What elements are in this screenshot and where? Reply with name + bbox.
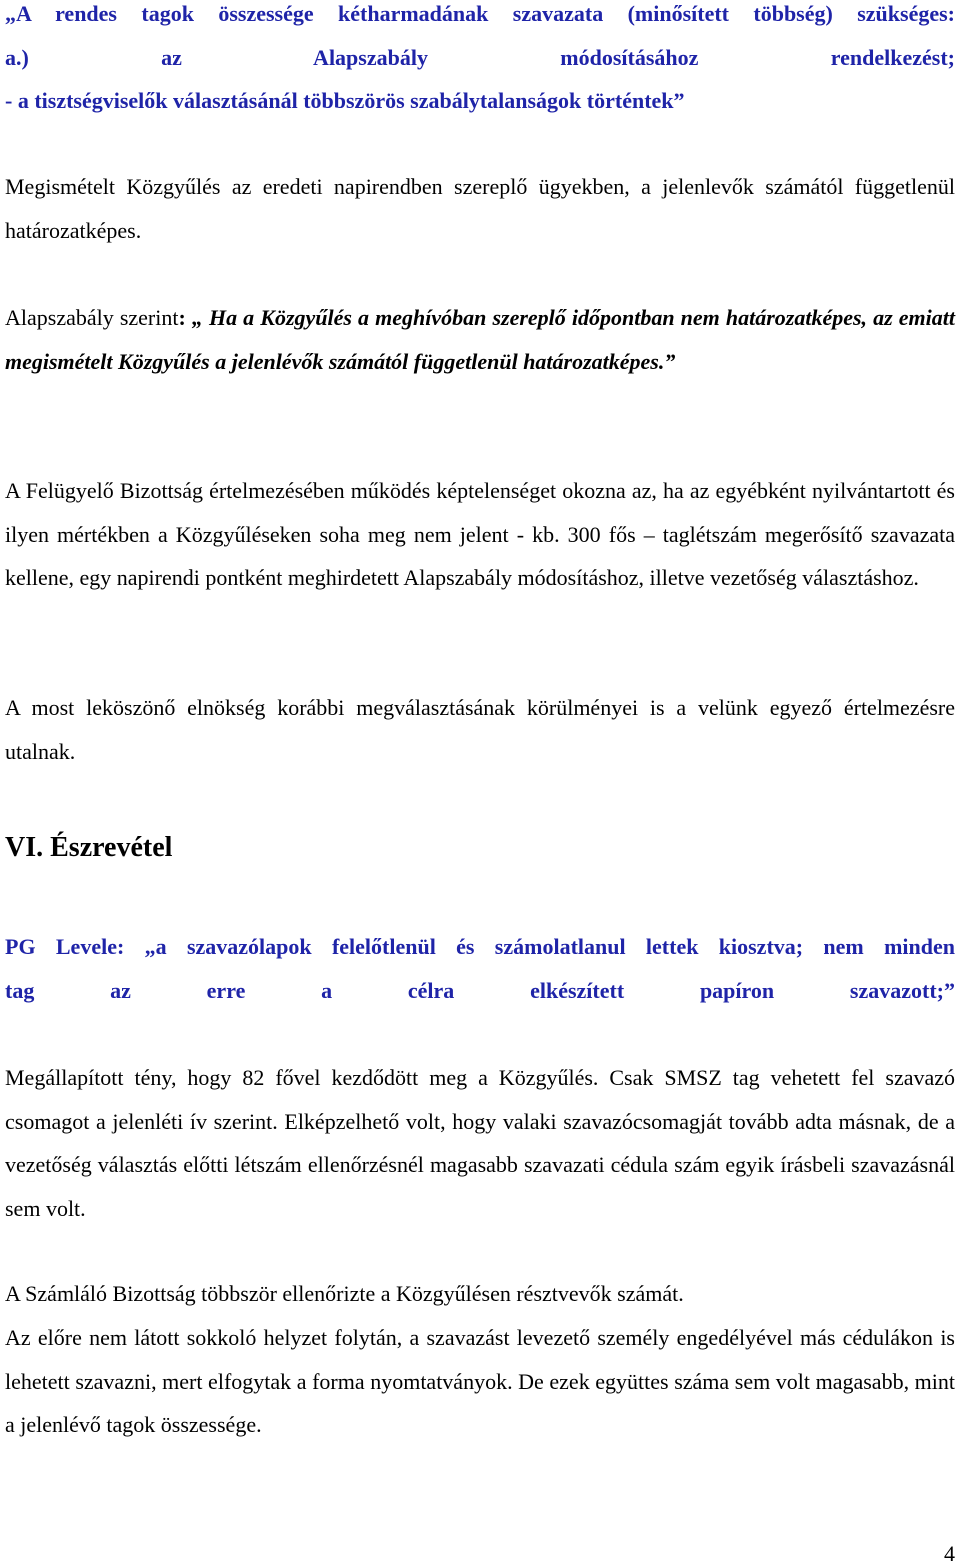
paragraph-felugyelo: A Felügyelő Bizottság értelmezésében működés képtelenséget okozna az, ha az egyébként nyilvántartott és ilyen mértékben a Közgyűléseken soha meg nem jelent - kb. 300 fős – taglétszám megerősítő szavazata kellene, egy napirendi pontként meghirdetett Alapszabály módosításhoz, illetve vezetőség választáshoz. [5,478,955,590]
paragraph-megallapitott: Megállapított tény, hogy 82 fővel kezdődött meg a Közgyűlés. Csak SMSZ tag vehetett fel szavazó csomagot a jelenléti ív szerint. Elképzelhető volt, hogy valaki szavazócsomagját tovább adta másnak, de a vezetőség választás előtti létszám ellenőrzésnél magasabb szavazati cédula szám egyik írásbeli szavazásnál sem volt. [5,1065,955,1221]
paragraph-az-elore: Az előre nem látott sokkoló helyzet folytán, a szavazást levezető személy engedélyével más cédulákon is lehetett szavazni, mert elfogytak a forma nyomtatványok. De ezek együttes száma sem volt magasabb, mint a jelenlévő tagok összessége. [5,1325,955,1437]
quoted-rule-line-1: „A rendes tagok összessége kétharmadának szavazata (minősített többség) szükséges: [5,1,955,26]
paragraph-megismetelt: Megismételt Közgyűlés az eredeti napirendben szereplő ügyekben, a jelenlevők számától függetlenül határozatképes. [5,174,955,243]
section-heading: VI. Észrevétel [5,832,173,863]
quoted-rule-line-3: - a tisztségviselők választásánál többszörös szabálytalanságok történtek” [5,88,685,113]
alapszabaly-lead: Alapszabály szerint [5,305,179,330]
paragraph-szamlalo: A Számláló Bizottság többször ellenőrizte a Közgyűlésen résztvevők számát. [5,1281,684,1306]
alapszabaly-colon: : [178,305,186,330]
paragraph-alapszabaly [5,296,955,383]
pg-levele-line-2: tag az erre a célra elkészített papíron szavazott;” [5,977,955,1003]
page-number: 4 [944,1541,955,1566]
quoted-rule-block [5,0,955,123]
pg-levele-line-1: PG Levele: „a szavazólapok felelőtlenül és számolatlanul lettek kiosztva; nem minden [5,934,955,959]
pg-levele-block [5,925,955,1012]
alapszabaly-quote: „ Ha a Közgyűlés a meghívóban szereplő időpontban nem határozatképes, az emiatt megismételt Közgyűlés a jelenlévők számától függetlenül határozatképes.” [5,305,956,374]
quoted-rule-line-2: a.) az Alapszabály módosításához rendelkezést; [5,44,955,70]
paragraph-most: A most leköszönő elnökség korábbi megválasztásának körülményei is a velünk egyező értelmezésre utalnak. [5,695,955,764]
